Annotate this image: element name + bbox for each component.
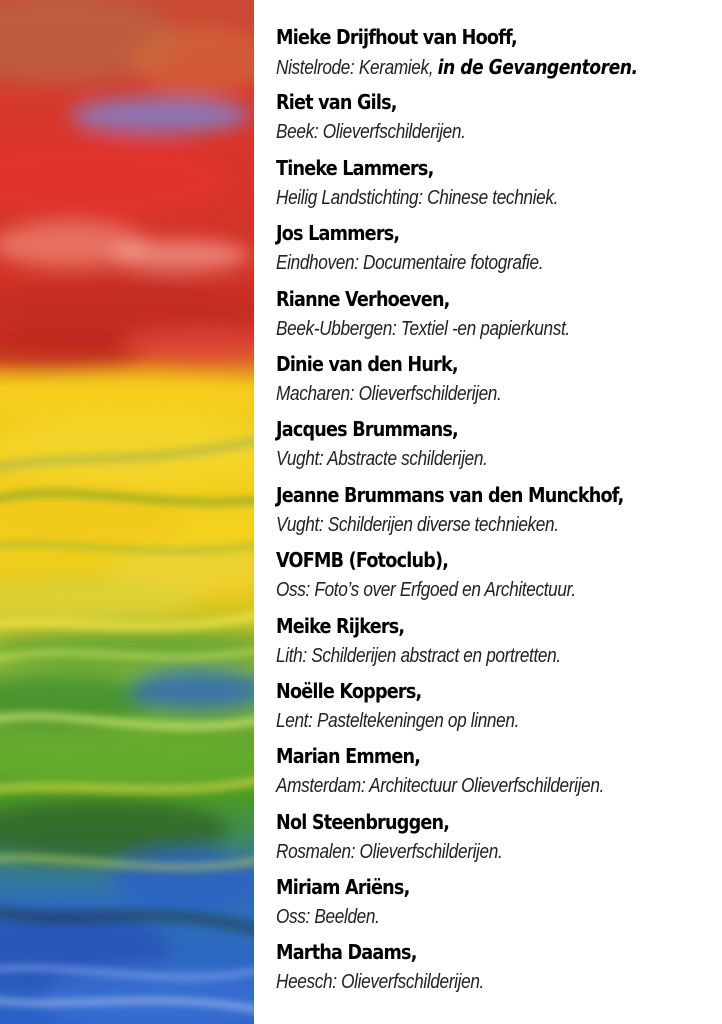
artist-name: Marian Emmen, [276, 744, 421, 769]
artist-description: Oss: Beelden. [276, 906, 380, 929]
artist-description: Amsterdam: Architectuur Olieverfschilderijen. [276, 775, 605, 798]
artist-name: Noëlle Koppers, [276, 678, 422, 703]
artist-entry [276, 937, 716, 1002]
artist-name: Jeanne Brummans van den Munckhof, [276, 482, 624, 507]
artist-entry [276, 284, 716, 349]
artist-description: Heesch: Olieverfschilderijen. [276, 971, 484, 994]
artist-description: Eindhoven: Documentaire fotografie. [276, 252, 544, 275]
artist-description: Heilig Landstichting: Chinese techniek. [276, 186, 559, 209]
artist-name: Miriam Ariëns, [276, 875, 410, 900]
artist-name: Martha Daams, [276, 940, 417, 965]
artist-entry [276, 349, 716, 414]
artist-description: Rosmalen: Olieverfschilderijen. [276, 840, 503, 863]
artist-entry [276, 807, 716, 872]
artist-entry [276, 414, 716, 479]
artist-entry [276, 153, 716, 218]
artist-entry [276, 611, 716, 676]
artist-name: Mieke Drijfhout van Hooff, [276, 25, 517, 49]
artist-description: Beek: Olieverfschilderijen. [276, 121, 466, 144]
artist-name: Jos Lammers, [276, 221, 400, 246]
artist-name: Riet van Gils, [276, 90, 397, 115]
artist-name: Dinie van den Hurk, [276, 351, 458, 376]
artist-entry [276, 218, 716, 283]
artist-description: Lent: Pasteltekeningen op linnen. [276, 709, 520, 732]
artist-description: Macharen: Olieverfschilderijen. [276, 382, 502, 405]
artist-description: Oss: Foto’s over Erfgoed en Architectuur. [276, 579, 576, 602]
artist-entry [276, 87, 716, 152]
artist-name: Rianne Verhoeven, [276, 286, 450, 311]
abstract-paint-image [0, 0, 254, 1024]
artist-description [276, 52, 654, 83]
artist-entry [276, 545, 716, 610]
artist-description: Vught: Schilderijen diverse technieken. [276, 513, 559, 536]
artist-description: Vught: Abstracte schilderijen. [276, 448, 488, 471]
artist-name: VOFMB (Fotoclub), [276, 548, 449, 573]
exhibition-venue: in de Gevangentoren. [437, 55, 638, 79]
artist-entry [276, 676, 716, 741]
artist-name: Tineke Lammers, [276, 155, 434, 180]
artist-location-medium: Nistelrode: Keramiek, [276, 57, 434, 79]
artist-entry [276, 741, 716, 806]
artist-name: Meike Rijkers, [276, 613, 405, 638]
artist-list [276, 22, 716, 1003]
artist-description: Beek-Ubbergen: Textiel -en papierkunst. [276, 317, 570, 340]
artist-description: Lith: Schilderijen abstract en portretten. [276, 644, 561, 667]
artist-entry [276, 22, 716, 87]
artist-name: Nol Steenbruggen, [276, 809, 450, 834]
artist-entry [276, 872, 716, 937]
artist-entry [276, 480, 716, 545]
artist-name: Jacques Brummans, [276, 417, 458, 442]
